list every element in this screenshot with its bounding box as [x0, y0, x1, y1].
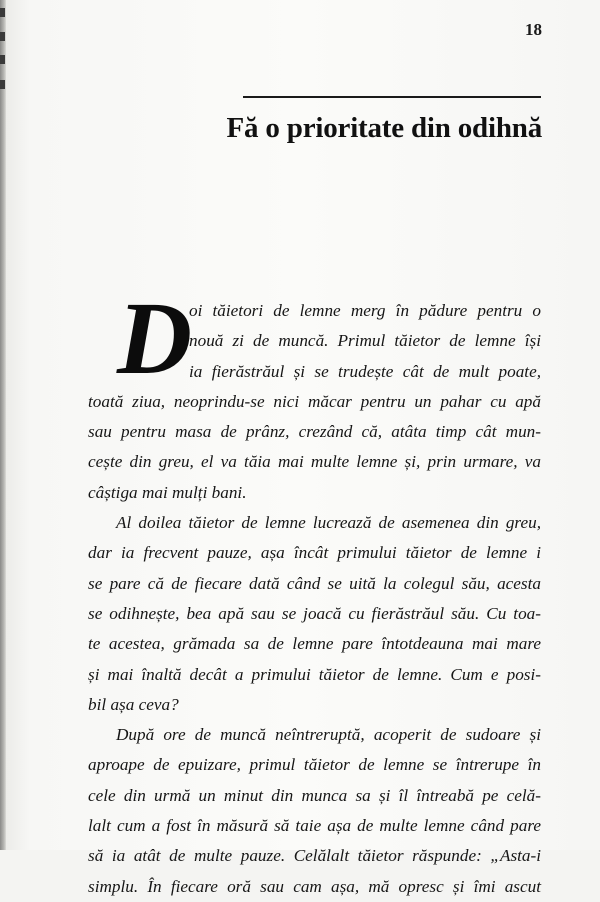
text-line: se odihnește, bea apă sau se joacă cu fierăstrăul său. Cu toa- — [88, 603, 541, 623]
text-line: aproape de epuizare, primul tăietor de lemne se întrerupe în — [88, 755, 541, 775]
body-text — [88, 296, 541, 902]
text-line: bil așa ceva? — [88, 694, 179, 714]
edge-mark — [0, 55, 5, 64]
title-rule — [243, 96, 541, 98]
text-line: se pare că de fiecare dată când se uită la colegul său, acesta — [88, 573, 541, 593]
text-line: sau pentru masa de prânz, crezând că, atâta timp cât mun- — [88, 422, 541, 442]
text-line: După ore de muncă neîntreruptă, acoperit de sudoare și — [116, 725, 541, 745]
page-number: 18 — [525, 20, 542, 39]
edge-mark — [0, 32, 5, 41]
text-line: simplu. În fiecare oră sau cam așa, mă opresc și îmi ascut — [88, 876, 541, 896]
text-line: cește din greu, el va tăia mai multe lemne și, prin urmare, va — [88, 452, 541, 472]
text-line: nouă zi de muncă. Primul tăietor de lemne își — [189, 331, 541, 351]
text-line: câștiga mai mulți bani. — [88, 482, 247, 502]
text-line: cele din urmă un minut din munca sa și îl întreabă pe celă- — [88, 785, 541, 805]
text-line: toată ziua, neoprindu-se nici măcar pentru un pahar cu apă — [88, 391, 541, 411]
text-line: dar ia frecvent pauze, așa încât primului tăietor de lemne i — [88, 543, 541, 563]
chapter-title: Fă o prioritate din odihnă — [226, 112, 542, 144]
text-line: și mai înaltă decât a primului tăietor de lemne. Cum e posi- — [88, 664, 541, 684]
text-line: te acestea, grămada sa de lemne pare întotdeauna mai mare — [88, 634, 541, 654]
text-line: Al doilea tăietor de lemne lucrează de asemenea din greu, — [116, 513, 541, 533]
edge-mark — [0, 8, 5, 17]
binding-edge — [0, 0, 6, 850]
text-line: ia fierăstrăul și se trudește cât de mult poate, — [189, 361, 541, 381]
text-line: să ia atât de multe pauze. Celălalt tăietor răspunde: „Asta-i — [88, 846, 541, 866]
edge-mark — [0, 80, 5, 89]
text-line: lalt cum a fost în măsură să taie așa de multe lemne când pare — [88, 816, 541, 836]
drop-cap: D — [117, 281, 193, 396]
text-line: oi tăietori de lemne merg în pădure pentru o — [189, 301, 541, 320]
